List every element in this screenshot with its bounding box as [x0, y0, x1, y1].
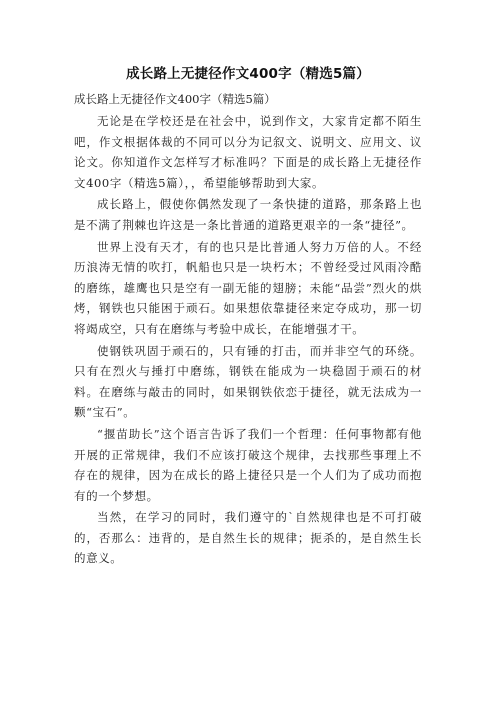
paragraph-intro: 无论是在学校还是在社会中，说到作文，大家肯定都不陌生吧，作文根据体裁的不同可以分为记叙文、说明文、应用文、议论文。你知道作文怎样写才标准吗？下面是的成长路上无捷径作文400字（精选5篇），，希望能够帮助到大家。 — [74, 114, 422, 190]
paragraph-shortcut: 成长路上，假使你偶然发现了一条快捷的道路，那条路上也是不满了荆棘也许这是一条比普通的道路更艰辛的一条“捷径”。 — [74, 197, 422, 232]
document-title: 成长路上无捷径作文400字（精选5篇） — [126, 66, 370, 82]
paragraph-natural-law: 当然，在学习的同时，我们遵守的`自然规律也是不可打破的，否那么：违背的，是自然生长的规律；扼杀的，是自然生长的意义。 — [74, 510, 422, 566]
paragraph-steel: 使钢铁巩固于顽石的，只有锤的打击，而并非空气的环绕。只有在烈火与捶打中磨练，钢铁在能成为一块稳固于顽石的材料。在磨练与敲击的同时，如果钢铁依恋于捷径，就无法成为一颗“宝石”。 — [74, 343, 422, 420]
paragraph-idiom: “揠苗助长”这个语言告诉了我们一个哲理：任何事物都有他开展的正常规律，我们不应该打破这个规律，去找那些事理上不存在的规律，因为在成长的路上捷径只是一个人们为了成功而抱有的一个梦想。 — [74, 426, 422, 503]
paragraph-no-genius: 世界上没有天才，有的也只是比普通人努力万倍的人。不经历浪涛无情的吹打，帆船也只是一块朽木；不曾经受过风雨冷酷的磨练，雄鹰也只是空有一副无能的翅膀；未能“品尝”烈火的烘烤，钢铁也只能困于顽石。如果想依靠捷径来定夺成功，那一切将竭成空，只有在磨练与考验中成长，在能增强才干。 — [74, 239, 422, 336]
document-subtitle: 成长路上无捷径作文400字（精选5篇） — [74, 92, 276, 106]
